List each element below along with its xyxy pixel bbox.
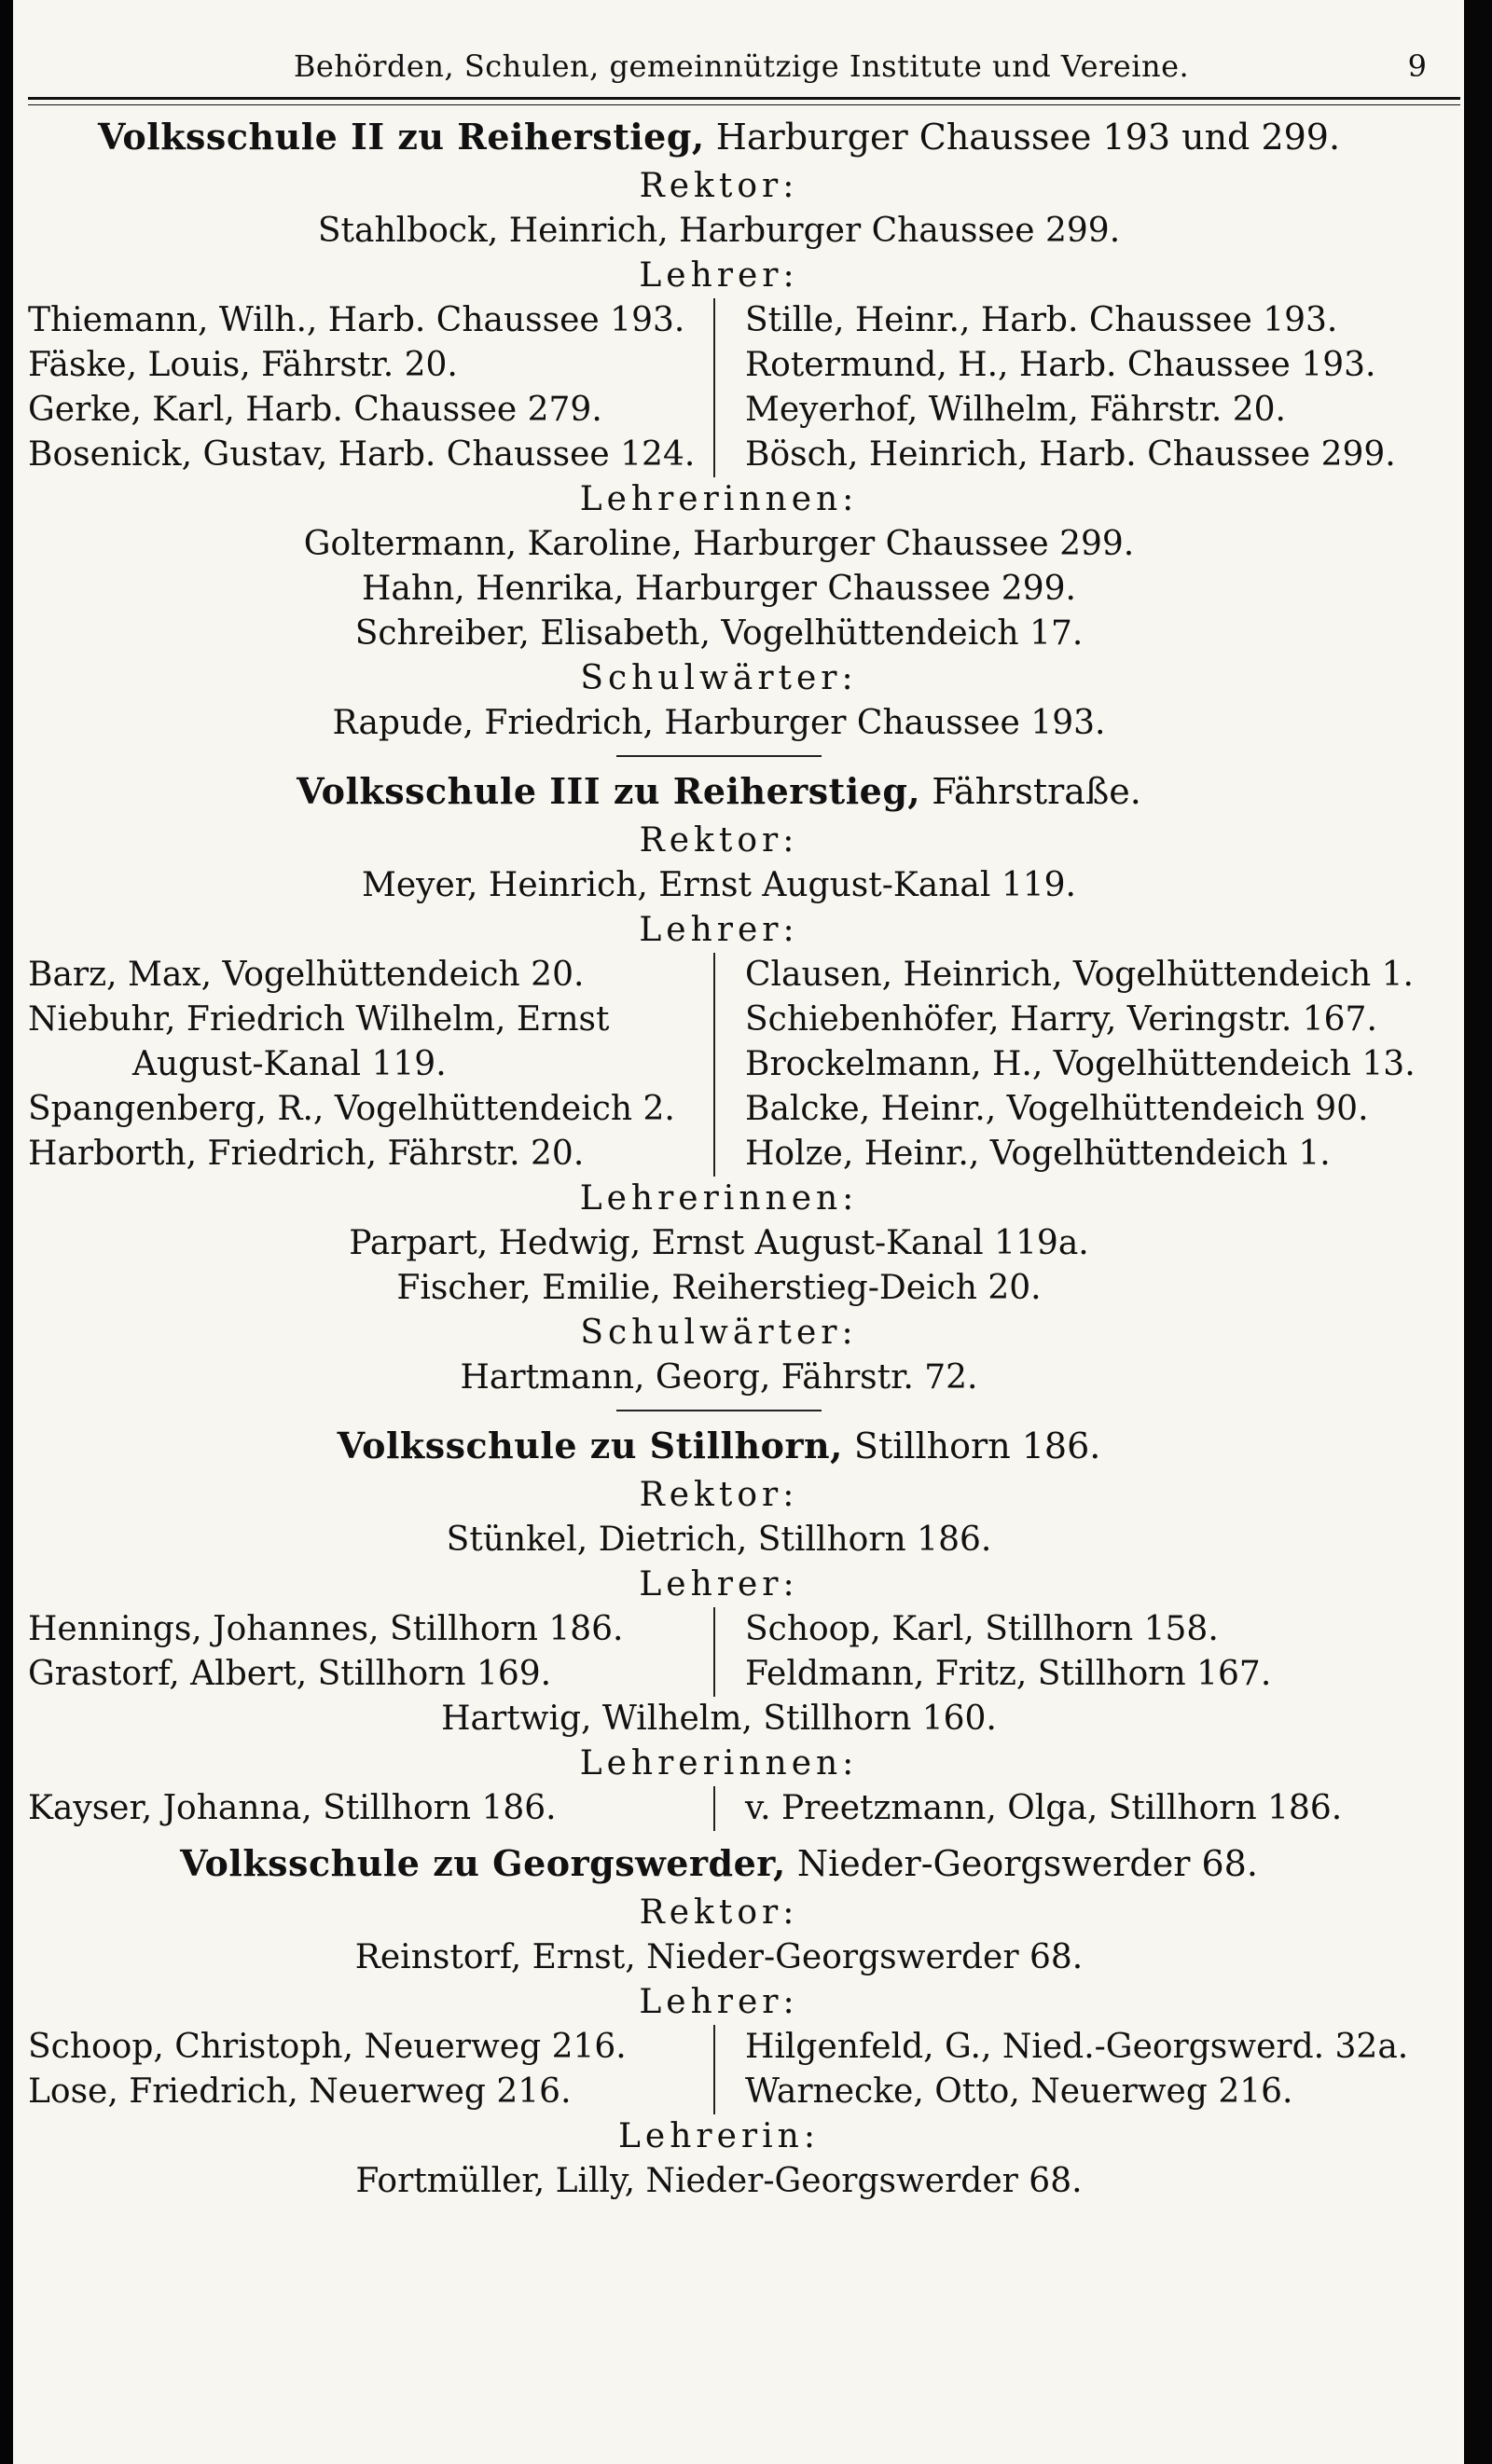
section-title-bold: Volksschule zu Stillhorn, [337, 1425, 843, 1466]
rektor-label: Rektor: [639, 821, 799, 860]
lehrerinnen-label: Lehrerinnen: [579, 1179, 859, 1218]
lehrer-entry: Spangenberg, R., Vogelhüttendeich 2. [28, 1090, 675, 1128]
lehrer-entry: Niebuhr, Friedrich Wilhelm, Ernst [28, 1000, 610, 1039]
lehrer-columns [28, 2025, 1410, 2114]
lehrer-entry: Barz, Max, Vogelhüttendeich 20. [28, 956, 585, 994]
lehrer-column-left [28, 298, 713, 477]
lehrerinnen-column-right [713, 1786, 1399, 1831]
section-title [28, 1419, 1410, 1473]
lehrer-entry: Gerke, Karl, Harb. Chaussee 279. [28, 391, 602, 429]
lehrer-entry: Stille, Heinr., Harb. Chaussee 193. [745, 301, 1338, 339]
lehrer-entry: Schiebenhöfer, Harry, Veringstr. 167. [745, 1000, 1377, 1039]
rektor-entry: Stünkel, Dietrich, Stillhorn 186. [446, 1521, 992, 1559]
lehrerin-entry: Schreiber, Elisabeth, Vogelhüttendeich 17. [354, 614, 1084, 653]
section-title-bold: Volksschule II zu Reiherstieg, [97, 116, 705, 158]
lehrer-column-right [713, 298, 1399, 477]
section-title-address: Stillhorn 186. [853, 1425, 1101, 1466]
schulwaerter-label: Schulwärter: [580, 659, 858, 697]
lehrer-entry: Thiemann, Wilh., Harb. Chaussee 193. [28, 301, 685, 339]
schulwaerter-label: Schulwärter: [580, 1314, 858, 1352]
rektor-entry: Meyer, Heinrich, Ernst August-Kanal 119. [361, 866, 1076, 904]
section-title-bold: Volksschule III zu Reiherstieg, [297, 770, 921, 812]
lehrer-entry: Harborth, Friedrich, Fährstr. 20. [28, 1135, 585, 1173]
lehrer-entry: Brockelmann, H., Vogelhüttendeich 13. [745, 1045, 1416, 1083]
lehrer-label: Lehrer: [639, 256, 799, 295]
section-title [28, 110, 1410, 164]
lehrerinnen-label: Lehrerinnen: [579, 480, 859, 518]
lehrer-entry: Hilgenfeld, G., Nied.-Georgswerd. 32a. [745, 2028, 1409, 2066]
lehrer-entry: Schoop, Christoph, Neuerweg 216. [28, 2028, 627, 2066]
scan-edge-right [1464, 0, 1492, 2464]
lehrer-label: Lehrer: [639, 911, 799, 949]
lehrerinnen-columns [28, 1786, 1410, 1831]
lehrer-entry: Bosenick, Gustav, Harb. Chaussee 124. [28, 435, 696, 474]
section-title-address: Nieder-Georgswerder 68. [796, 1843, 1258, 1884]
rektor-label: Rektor: [639, 167, 799, 205]
lehrer-entry-continued: August-Kanal 119. [132, 1045, 447, 1083]
lehrerin-entry: Hahn, Henrika, Harburger Chaussee 299. [362, 570, 1076, 608]
page-number: 9 [1407, 48, 1427, 84]
lehrer-column-right [713, 2025, 1409, 2114]
lehrerin-entry: Parpart, Hedwig, Ernst August-Kanal 119a. [349, 1224, 1089, 1262]
lehrer-entry: Bösch, Heinrich, Harb. Chaussee 299. [745, 435, 1396, 474]
lehrerin-entry: Fischer, Emilie, Reiherstieg-Deich 20. [396, 1269, 1042, 1307]
rektor-label: Rektor: [639, 1476, 799, 1514]
lehrer-entry: Feldmann, Fritz, Stillhorn 167. [745, 1655, 1272, 1693]
lehrer-entry: Holze, Heinr., Vogelhüttendeich 1. [745, 1135, 1331, 1173]
running-header [28, 48, 1455, 86]
lehrer-entry: Grastorf, Albert, Stillhorn 169. [28, 1655, 552, 1693]
lehrer-entry-centered: Hartwig, Wilhelm, Stillhorn 160. [441, 1700, 997, 1738]
rektor-entry: Stahlbock, Heinrich, Harburger Chaussee 299. [317, 212, 1121, 250]
schulwaerter-entry: Hartmann, Georg, Fährstr. 72. [460, 1358, 978, 1397]
header-title: Behörden, Schulen, gemeinnützige Institute und Vereine. [293, 48, 1190, 84]
lehrerin-entry: v. Preetzmann, Olga, Stillhorn 186. [745, 1789, 1343, 1827]
lehrerin-entry: Goltermann, Karoline, Harburger Chaussee 299. [303, 525, 1135, 563]
lehrer-entry: Balcke, Heinr., Vogelhüttendeich 90. [745, 1090, 1369, 1128]
section-georgswerder [28, 1837, 1410, 2204]
rektor-entry: Reinstorf, Ernst, Nieder-Georgswerder 68. [354, 1938, 1084, 1976]
section-stillhorn [28, 1419, 1410, 1831]
section-title [28, 1837, 1410, 1891]
lehrer-column-right [713, 953, 1416, 1177]
lehrerin-entry: Fortmüller, Lilly, Nieder-Georgswerder 68. [355, 2162, 1083, 2200]
lehrer-columns [28, 953, 1416, 1177]
lehrer-column-left [28, 1607, 713, 1697]
rektor-label: Rektor: [639, 1893, 799, 1932]
lehrer-entry: Lose, Friedrich, Neuerweg 216. [28, 2072, 572, 2111]
lehrerinnen-column-left [28, 1786, 713, 1831]
lehrer-label: Lehrer: [639, 1983, 799, 2021]
section-title-bold: Volksschule zu Georgswerder, [180, 1842, 786, 1884]
header-rule-thin [28, 104, 1460, 105]
lehrer-entry: Clausen, Heinrich, Vogelhüttendeich 1. [745, 956, 1414, 994]
section-volksschule-3 [28, 764, 1416, 1400]
lehrer-column-left [28, 953, 713, 1177]
lehrer-entry: Meyerhof, Wilhelm, Fährstr. 20. [745, 391, 1286, 429]
section-divider [616, 755, 822, 757]
lehrer-entry: Hennings, Johannes, Stillhorn 186. [28, 1610, 624, 1648]
lehrerin-label: Lehrerin: [618, 2117, 820, 2155]
section-volksschule-2 [28, 110, 1410, 746]
lehrerin-entry: Kayser, Johanna, Stillhorn 186. [28, 1789, 557, 1827]
lehrer-column-left [28, 2025, 713, 2114]
lehrer-entry: Warnecke, Otto, Neuerweg 216. [745, 2072, 1293, 2111]
header-rule [28, 97, 1460, 100]
lehrer-columns [28, 1607, 1410, 1697]
section-title-address: Harburger Chaussee 193 und 299. [715, 117, 1341, 158]
lehrerinnen-label: Lehrerinnen: [579, 1744, 859, 1783]
lehrer-label: Lehrer: [639, 1565, 799, 1604]
section-title-address: Fährstraße. [932, 771, 1141, 812]
lehrer-column-right [713, 1607, 1399, 1697]
lehrer-entry: Rotermund, H., Harb. Chaussee 193. [745, 346, 1376, 384]
lehrer-entry: Schoop, Karl, Stillhorn 158. [745, 1610, 1219, 1648]
schulwaerter-entry: Rapude, Friedrich, Harburger Chaussee 193. [332, 704, 1106, 742]
lehrer-columns [28, 298, 1410, 477]
content [28, 110, 1416, 2204]
section-title [28, 764, 1410, 819]
lehrer-entry: Fäske, Louis, Fährstr. 20. [28, 346, 458, 384]
section-divider [616, 1410, 822, 1411]
scan-edge-left [0, 0, 13, 2464]
